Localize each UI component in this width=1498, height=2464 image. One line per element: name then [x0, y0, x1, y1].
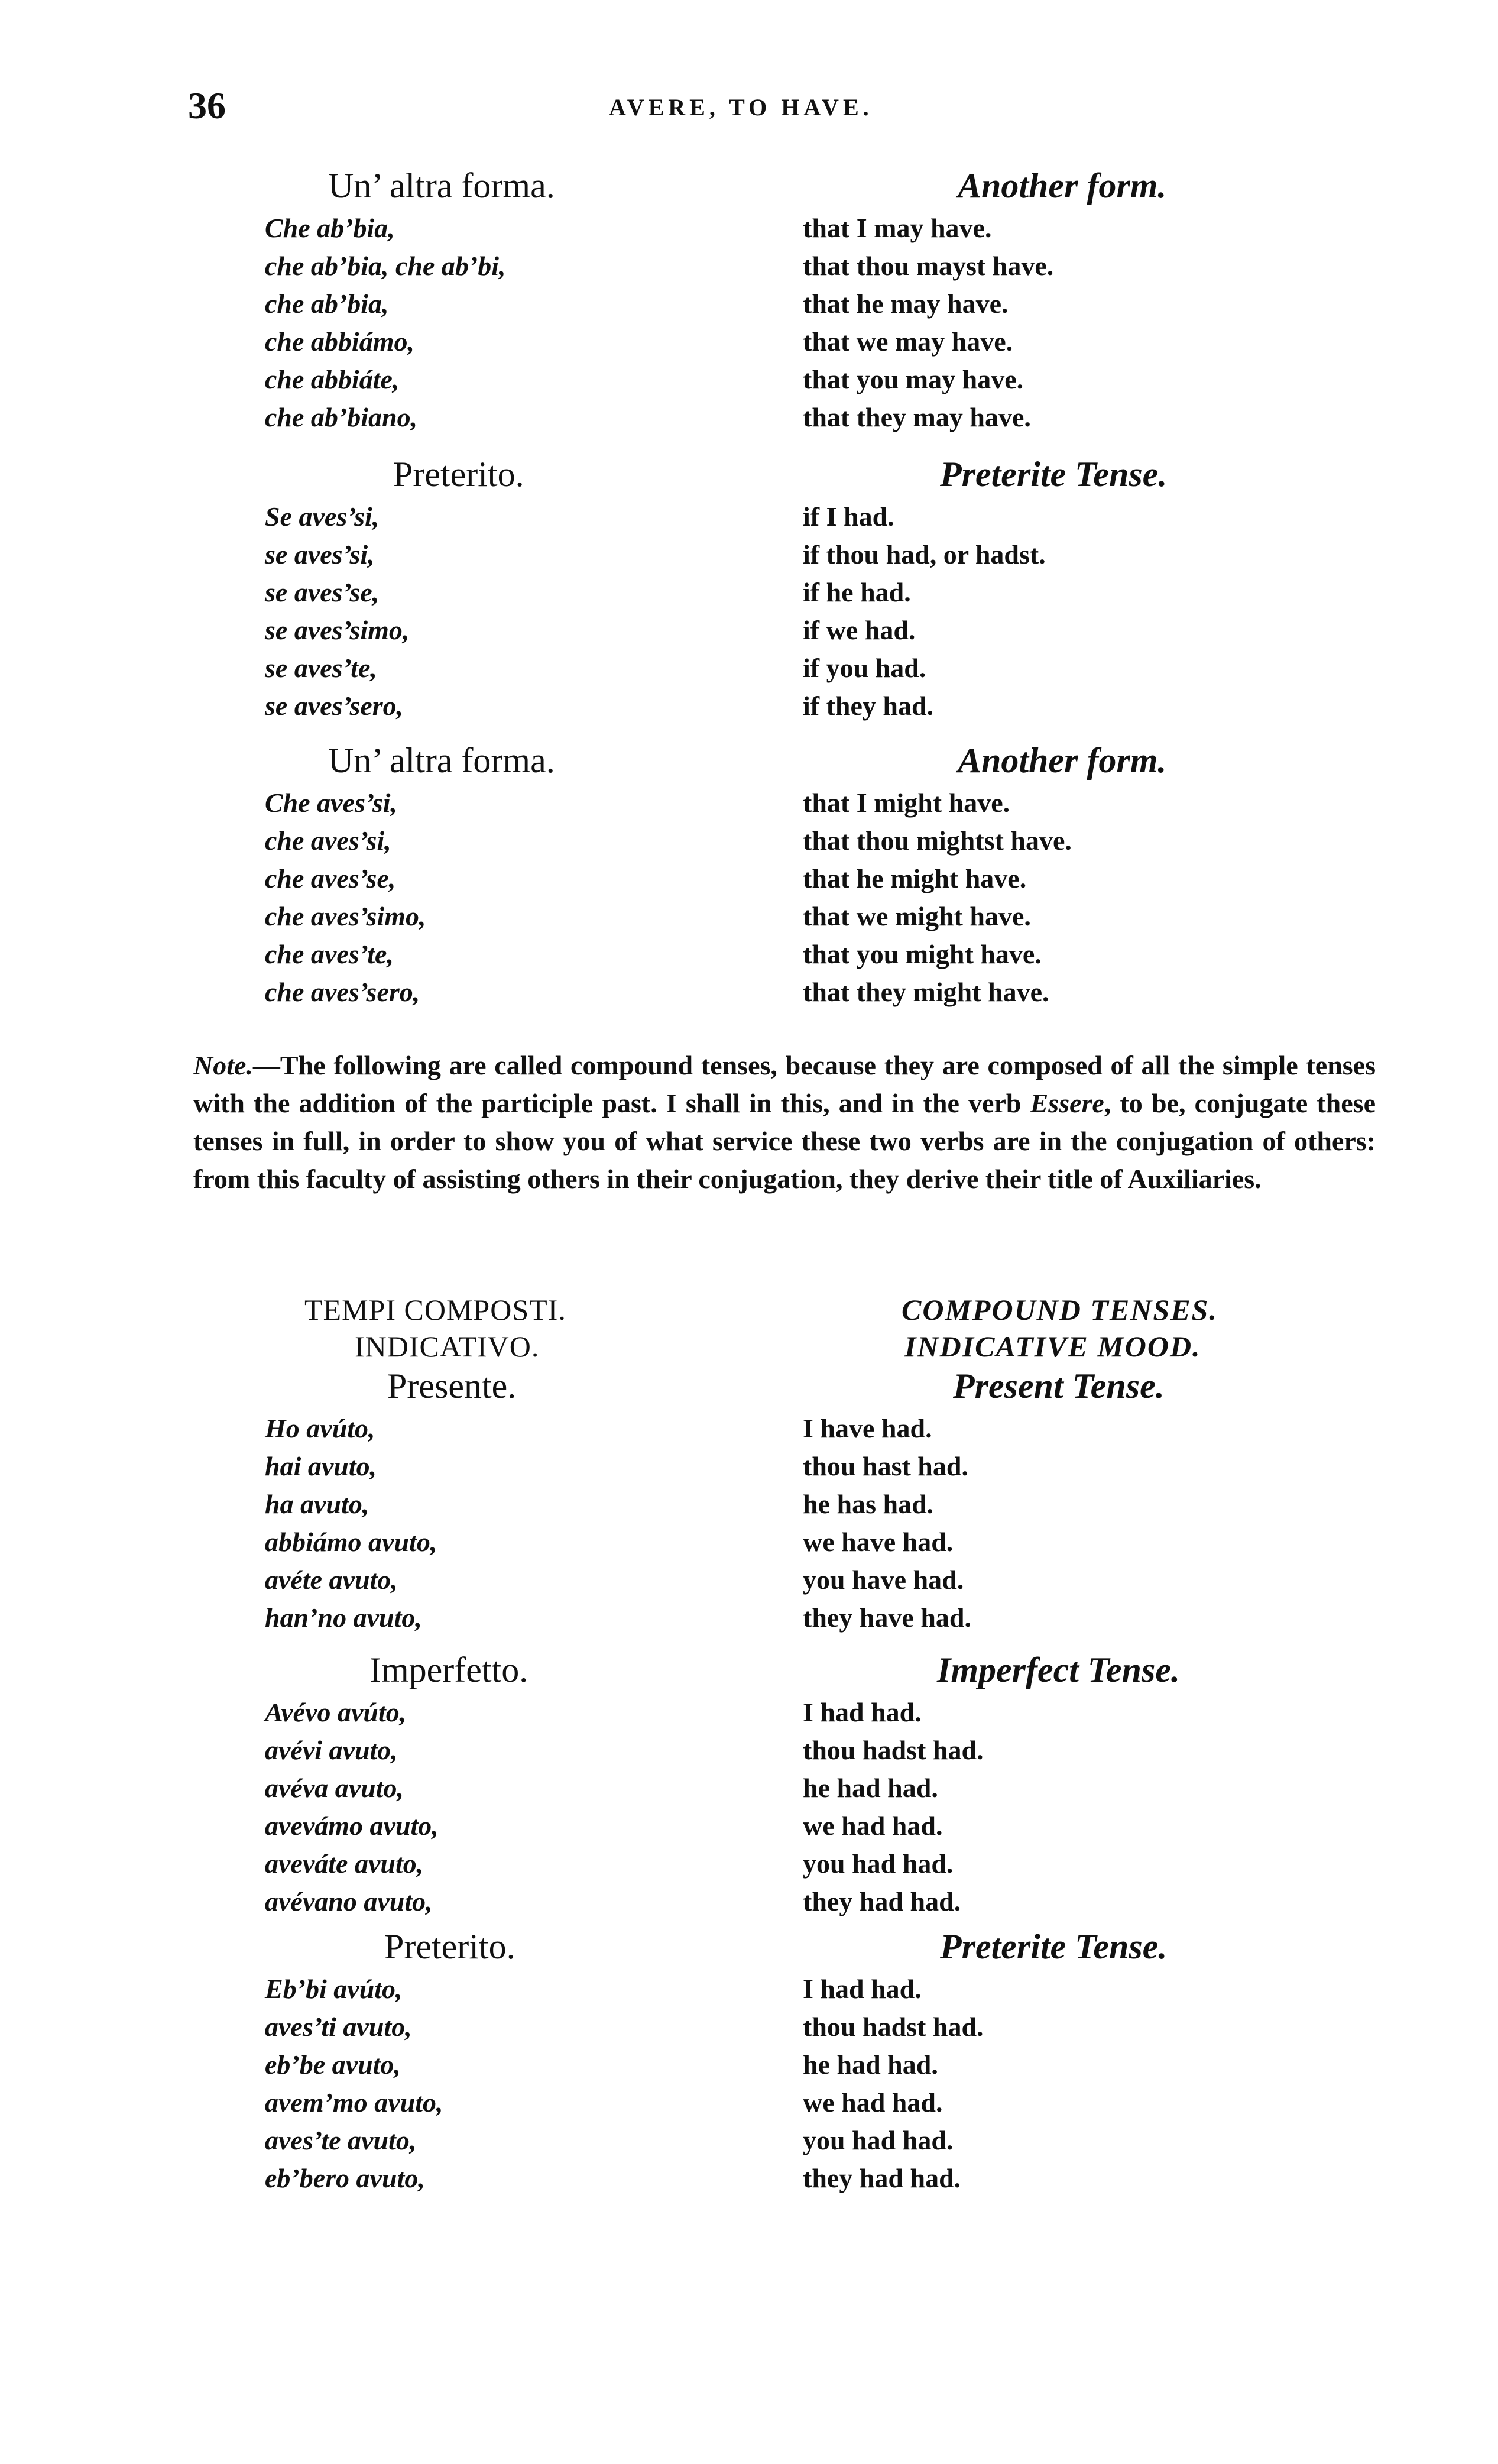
italian-conjugation-line: avevámo avuto, — [265, 1811, 439, 1841]
italian-heading: Imperfetto. — [369, 1650, 528, 1689]
italian-conjugation-line: Ho avúto, — [265, 1413, 375, 1443]
italian-conjugation-line: eb’bero avuto, — [265, 2163, 425, 2193]
english-conjugation-line: that we may have. — [803, 326, 1013, 357]
italian-conjugation-line: se aves’se, — [265, 577, 380, 607]
indicative-mood-title-italian: INDICATIVO. — [355, 1330, 540, 1363]
italian-conjugation-line: che aves’simo, — [265, 901, 426, 931]
italian-column — [265, 784, 426, 1011]
english-conjugation-line: that thou mightst have. — [803, 825, 1072, 856]
english-conjugation-line: that they may have. — [803, 402, 1031, 432]
italian-conjugation-line: han’no avuto, — [265, 1602, 422, 1633]
italian-conjugation-line: abbiámo avuto, — [265, 1527, 437, 1557]
italian-conjugation-line: che ab’bia, che ab’bi, — [265, 251, 506, 281]
english-heading: Present Tense. — [953, 1367, 1165, 1406]
running-head: AVERE, TO HAVE. — [609, 94, 873, 121]
english-conjugation-line: that I might have. — [803, 788, 1010, 818]
italian-column — [265, 209, 506, 436]
italian-column — [265, 1694, 439, 1921]
english-conjugation-line: he had had. — [803, 1773, 938, 1803]
italian-conjugation-line: aves’ti avuto, — [265, 2012, 412, 2042]
english-conjugation-line: we have had. — [803, 1527, 954, 1557]
english-conjugation-line: he has had. — [803, 1489, 934, 1519]
italian-conjugation-line: Eb’bi avúto, — [265, 1974, 403, 2004]
italian-column — [265, 1410, 437, 1637]
italian-conjugation-line: avévano avuto, — [265, 1886, 433, 1916]
italian-conjugation-line: che ab’bia, — [265, 289, 389, 319]
english-column — [803, 1970, 984, 2197]
compound-tenses-title-italian: TEMPI COMPOSTI. — [304, 1293, 566, 1326]
note-text-1: —The following are called compound tenses, because they are composed of all the simple tenses with the addition of the participle past. I shall in this, and in the verb — [193, 1050, 1376, 1118]
english-column — [803, 498, 1046, 725]
english-conjugation-line: that we might have. — [803, 901, 1031, 931]
english-conjugation-line: that they might have. — [803, 977, 1049, 1007]
english-conjugation-line: you had had. — [803, 1848, 954, 1879]
english-conjugation-line: that he may have. — [803, 289, 1009, 319]
english-conjugation-line: if thou had, or hadst. — [803, 539, 1046, 569]
english-conjugation-line: they had had. — [803, 2163, 961, 2193]
english-heading: Preterite Tense. — [940, 455, 1168, 494]
english-conjugation-line: thou hadst had. — [803, 1735, 984, 1765]
note-paragraph — [193, 1047, 1376, 1198]
english-conjugation-line: we had had. — [803, 2087, 943, 2117]
english-conjugation-line: you had had. — [803, 2125, 954, 2155]
italian-heading: Preterito. — [393, 455, 524, 494]
note-label: Note. — [193, 1050, 253, 1080]
italian-conjugation-line: che aves’te, — [265, 939, 394, 969]
english-conjugation-line: if we had. — [803, 615, 916, 645]
english-conjugation-line: that thou mayst have. — [803, 251, 1054, 281]
english-heading: Another form. — [958, 166, 1167, 205]
english-conjugation-line: thou hadst had. — [803, 2012, 984, 2042]
italian-conjugation-line: che abbiámo, — [265, 326, 414, 357]
english-conjugation-line: if I had. — [803, 501, 894, 532]
italian-conjugation-line: che aves’sero, — [265, 977, 420, 1007]
italian-conjugation-line: che aves’si, — [265, 825, 391, 856]
english-heading: Preterite Tense. — [940, 1927, 1168, 1966]
english-conjugation-line: if they had. — [803, 691, 934, 721]
english-conjugation-line: that you may have. — [803, 364, 1024, 394]
italian-conjugation-line: che aves’se, — [265, 863, 396, 893]
english-conjugation-line: he had had. — [803, 2049, 938, 2080]
english-conjugation-line: thou hast had. — [803, 1451, 968, 1481]
italian-heading: Preterito. — [384, 1927, 515, 1966]
english-conjugation-line: we had had. — [803, 1811, 943, 1841]
italian-conjugation-line: aves’te avuto, — [265, 2125, 417, 2155]
italian-conjugation-line: eb’be avuto, — [265, 2049, 401, 2080]
italian-column — [265, 1970, 443, 2197]
italian-heading: Un’ altra forma. — [328, 741, 555, 780]
english-conjugation-line: that you might have. — [803, 939, 1042, 969]
english-conjugation-line: if he had. — [803, 577, 911, 607]
italian-conjugation-line: avévi avuto, — [265, 1735, 398, 1765]
english-conjugation-line: they have had. — [803, 1602, 971, 1633]
italian-conjugation-line: che ab’biano, — [265, 402, 418, 432]
indicative-mood-title-english: INDICATIVE MOOD. — [904, 1330, 1201, 1363]
italian-heading: Un’ altra forma. — [328, 166, 555, 205]
english-heading: Another form. — [958, 741, 1167, 780]
italian-conjugation-line: avéva avuto, — [265, 1773, 404, 1803]
compound-tenses-title-english: COMPOUND TENSES. — [902, 1293, 1218, 1326]
italian-conjugation-line: Se aves’si, — [265, 501, 380, 532]
english-column — [803, 209, 1053, 436]
italian-heading: Presente. — [387, 1367, 517, 1406]
english-conjugation-line: they had had. — [803, 1886, 961, 1916]
note-text-2: , to be, conjugate these tenses in full, in order to show you of what service these two verbs are in the conjugation of others: from this faculty of assisting others in their conjugation, they derive their title of Auxiliaries. — [193, 1088, 1376, 1194]
english-conjugation-line: you have had. — [803, 1565, 964, 1595]
italian-conjugation-line: Che ab’bia, — [265, 213, 395, 243]
english-column — [803, 1694, 984, 1921]
italian-conjugation-line: ha avuto, — [265, 1489, 369, 1519]
italian-conjugation-line: che abbiáte, — [265, 364, 400, 394]
italian-conjugation-line: se aves’simo, — [265, 615, 410, 645]
english-conjugation-line: if you had. — [803, 653, 926, 683]
italian-conjugation-line: avem’mo avuto, — [265, 2087, 443, 2117]
italian-column — [265, 498, 409, 725]
english-column — [803, 784, 1072, 1011]
italian-conjugation-line: Avévo avúto, — [265, 1697, 407, 1727]
italian-conjugation-line: se aves’sero, — [265, 691, 404, 721]
note-verb: Essere — [1030, 1088, 1104, 1118]
english-conjugation-line: that he might have. — [803, 863, 1027, 893]
english-conjugation-line: I had had. — [803, 1974, 922, 2004]
italian-conjugation-line: hai avuto, — [265, 1451, 377, 1481]
english-conjugation-line: that I may have. — [803, 213, 992, 243]
italian-conjugation-line: se aves’te, — [265, 653, 377, 683]
page-number: 36 — [188, 85, 226, 127]
italian-conjugation-line: se aves’si, — [265, 539, 375, 569]
italian-conjugation-line: aveváte avuto, — [265, 1848, 424, 1879]
english-heading: Imperfect Tense. — [937, 1650, 1181, 1689]
english-conjugation-line: I had had. — [803, 1697, 922, 1727]
english-column — [803, 1410, 971, 1637]
italian-conjugation-line: avéte avuto, — [265, 1565, 398, 1595]
english-conjugation-line: I have had. — [803, 1413, 932, 1443]
italian-conjugation-line: Che aves’si, — [265, 788, 398, 818]
